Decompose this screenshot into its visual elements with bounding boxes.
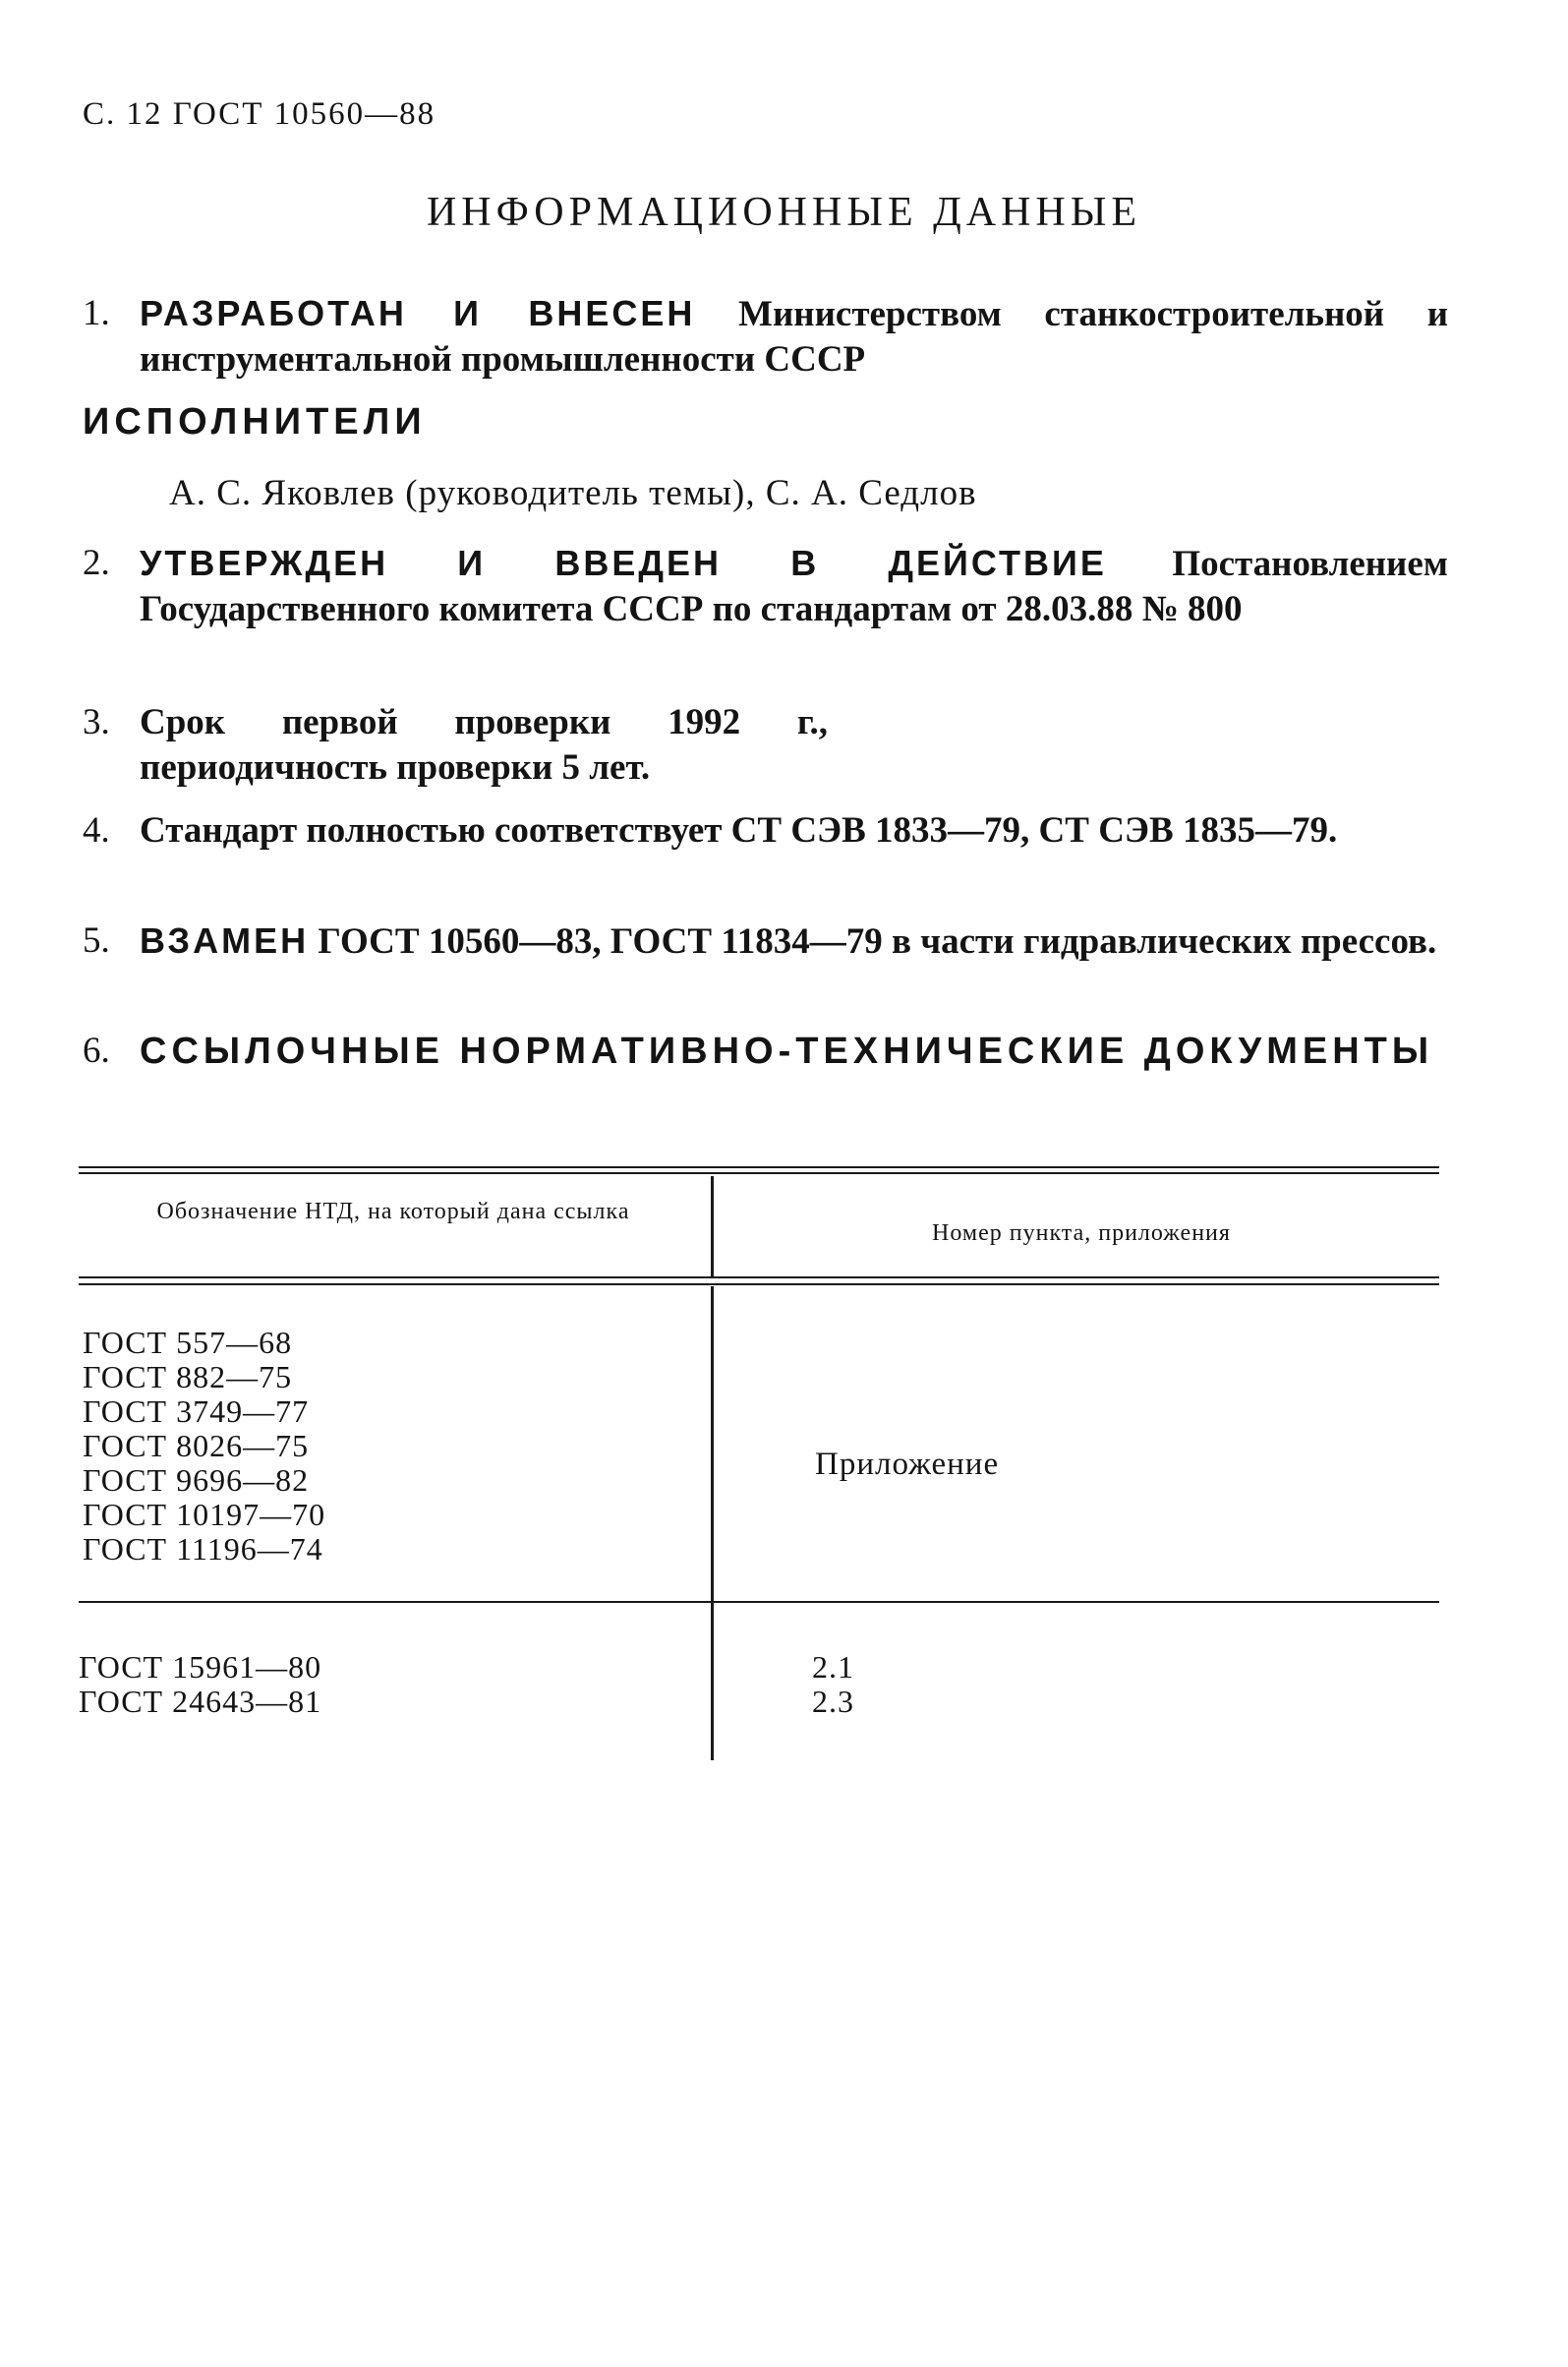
document-title: ИНФОРМАЦИОННЫЕ ДАННЫЕ — [426, 190, 1142, 235]
item-text: Постановлением Государственного комитета СССР по стандартам от 28.03.88 № 800 — [140, 544, 1449, 629]
item-number: 1. — [83, 293, 110, 333]
table-cell-doc: ГОСТ 882—75 — [83, 1359, 293, 1394]
table-cell-doc: ГОСТ 557—68 — [83, 1325, 293, 1360]
item-lead: ВЗАМЕН — [140, 920, 310, 961]
info-item-6 — [83, 1029, 1448, 1075]
item-number: 4. — [83, 810, 110, 851]
item-lead: УТВЕРЖДЕН И ВВЕДЕН В ДЕЙСТВИЕ — [140, 543, 1107, 583]
table-header-divider — [711, 1176, 714, 1276]
info-item-1 — [83, 291, 1448, 383]
item-lead: ССЫЛОЧНЫЕ НОРМАТИВНО-ТЕХНИЧЕСКИЕ ДОКУМЕНТЫ — [140, 1031, 1434, 1072]
table-ref-list-1 — [815, 1448, 999, 1482]
item-number: 6. — [83, 1031, 110, 1071]
table-group-rule — [79, 1601, 1439, 1603]
table-cell-doc: ГОСТ 11196—74 — [83, 1531, 323, 1567]
item-text: Стандарт полностью соответствует СТ СЭВ 1833—79, СТ СЭВ 1835—79. — [140, 810, 1338, 851]
table-cell-ref: 2.3 — [812, 1684, 854, 1719]
table-header-doc: Обозначение НТД, на который дана ссылка — [156, 1199, 630, 1224]
table-top-rule-1 — [79, 1166, 1439, 1168]
executors-heading: ИСПОЛНИТЕЛИ — [83, 401, 427, 443]
item-number: 5. — [83, 920, 110, 961]
item-lead: РАЗРАБОТАН И ВНЕСЕН — [140, 293, 696, 333]
info-item-4 — [83, 808, 1448, 854]
table-cell-doc: ГОСТ 10197—70 — [83, 1497, 326, 1532]
running-head: С. 12 ГОСТ 10560—88 — [83, 96, 436, 132]
info-item-3 — [83, 700, 1448, 791]
table-doc-list-1 — [83, 1326, 325, 1567]
table-top-rule-2 — [79, 1172, 1439, 1174]
table-header-rule-1 — [79, 1276, 1439, 1278]
table-cell-doc: ГОСТ 9696—82 — [83, 1462, 310, 1498]
table-cell-doc: ГОСТ 15961—80 — [79, 1649, 322, 1685]
executors-names: А. С. Яковлев (руководитель темы), С. А. Седлов — [169, 473, 977, 513]
info-item-2 — [83, 541, 1448, 632]
item-text: Министерством станкостроительной и инструментальной промышленности СССР — [140, 294, 1449, 380]
table-header-rule-2 — [79, 1283, 1439, 1285]
table-cell-doc: ГОСТ 8026—75 — [83, 1428, 310, 1463]
table-cell-doc: ГОСТ 24643—81 — [79, 1684, 322, 1719]
table-body-divider-2 — [711, 1603, 714, 1760]
item-number: 3. — [83, 702, 110, 742]
table-ref-list-2 — [812, 1650, 854, 1719]
item-text: Срок первой проверки 1992 г., периодичность проверки 5 лет. — [140, 702, 828, 788]
table-cell-doc: ГОСТ 3749—77 — [83, 1393, 310, 1429]
table-header-ref: Номер пункта, приложения — [932, 1220, 1231, 1246]
table-doc-list-2 — [79, 1650, 321, 1719]
table-cell-ref: 2.1 — [812, 1649, 854, 1685]
item-text: ГОСТ 10560—83, ГОСТ 11834—79 в части гидравлических прессов. — [318, 921, 1437, 962]
info-item-5 — [83, 918, 1448, 965]
table-cell-ref: Приложение — [815, 1447, 1000, 1482]
item-number: 2. — [83, 543, 110, 583]
table-body-divider-1 — [711, 1286, 714, 1601]
